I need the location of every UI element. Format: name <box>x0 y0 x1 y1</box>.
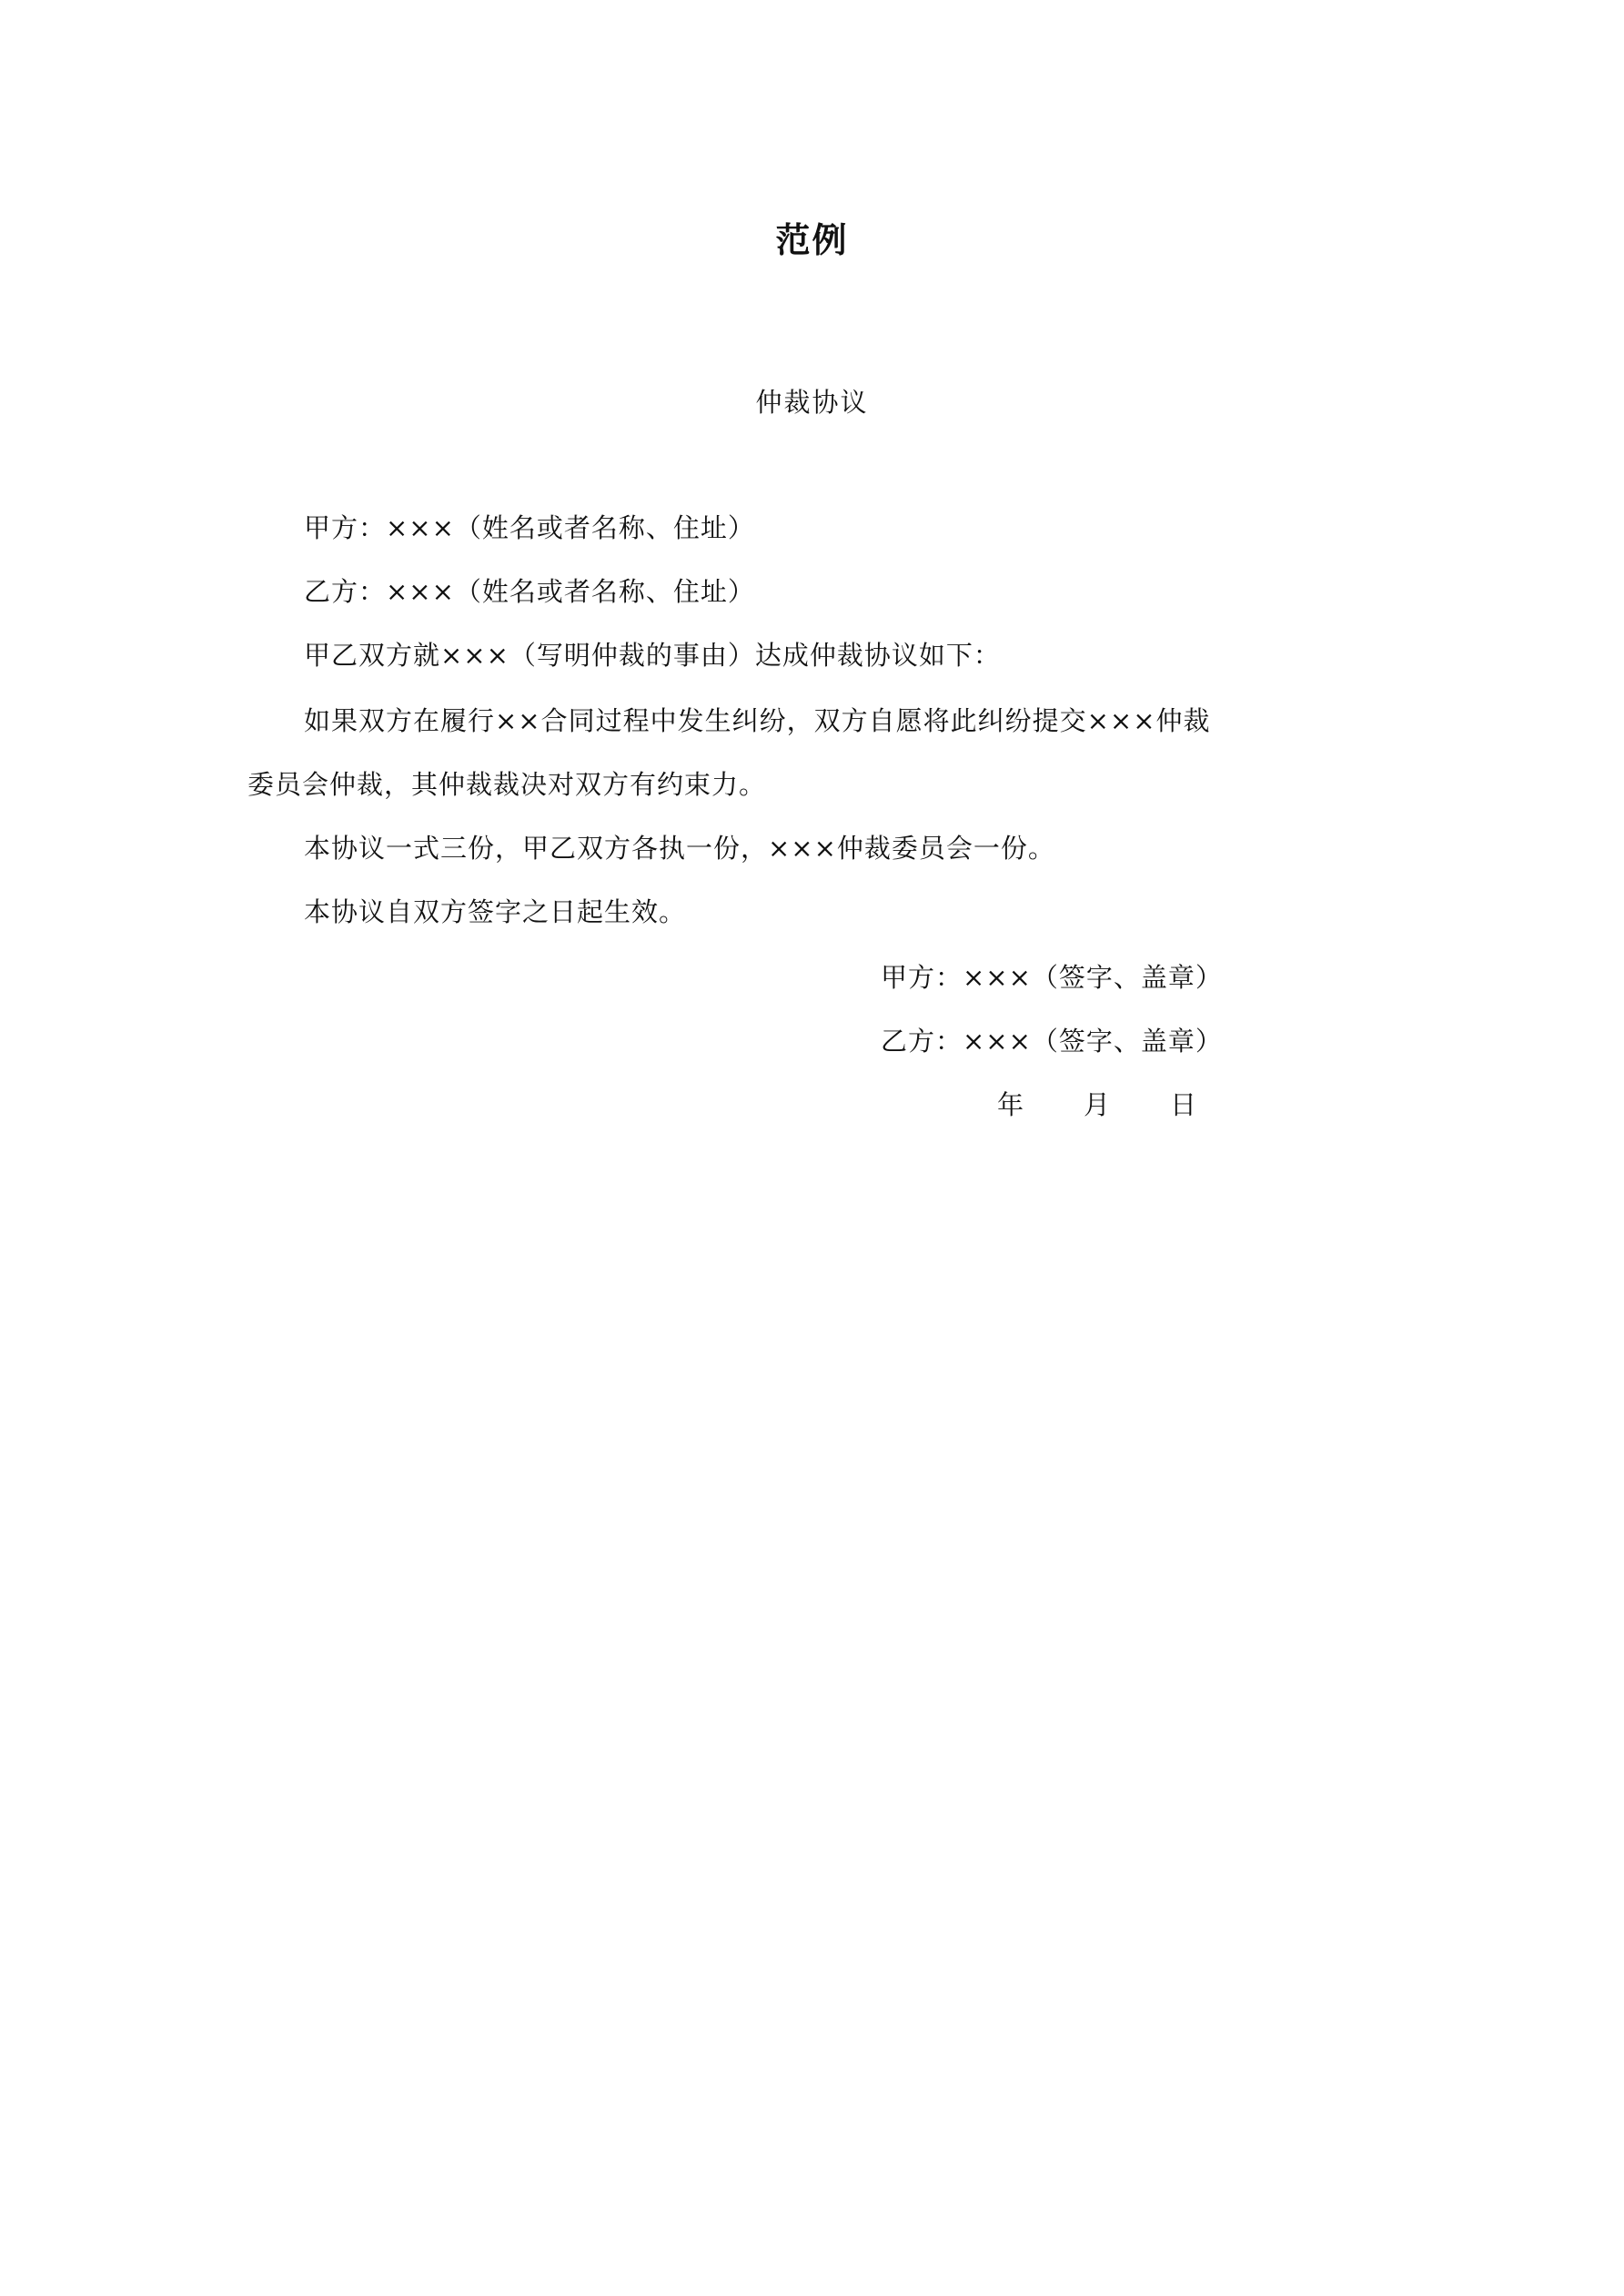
page-heading: 范例 <box>775 219 849 260</box>
party-b-line: 乙方：×××（姓名或者名称、住址） <box>304 576 755 607</box>
clause-1-line-1: 如果双方在履行××合同过程中发生纠纷，双方自愿将此纠纷提交×××仲裁 <box>304 705 1211 736</box>
clause-2-line: 本协议一式三份，甲乙双方各执一份，×××仲裁委员会一份。 <box>304 833 1055 864</box>
signature-party-a: 甲方：×××（签字、盖章） <box>881 962 1223 993</box>
matter-line: 甲乙双方就×××（写明仲裁的事由）达成仲裁协议如下： <box>304 640 1001 671</box>
clause-1-line-2: 委员会仲裁，其仲裁裁决对双方有约束力。 <box>247 769 767 800</box>
party-a-line: 甲方：×××（姓名或者名称、住址） <box>304 512 755 543</box>
date-day: 日 <box>1170 1089 1197 1120</box>
date-month: 月 <box>1084 1089 1111 1120</box>
date-year: 年 <box>997 1089 1024 1120</box>
document-title: 仲裁协议 <box>755 387 869 418</box>
signature-party-b: 乙方：×××（签字、盖章） <box>881 1026 1223 1057</box>
clause-3-line: 本协议自双方签字之日起生效。 <box>304 896 687 927</box>
